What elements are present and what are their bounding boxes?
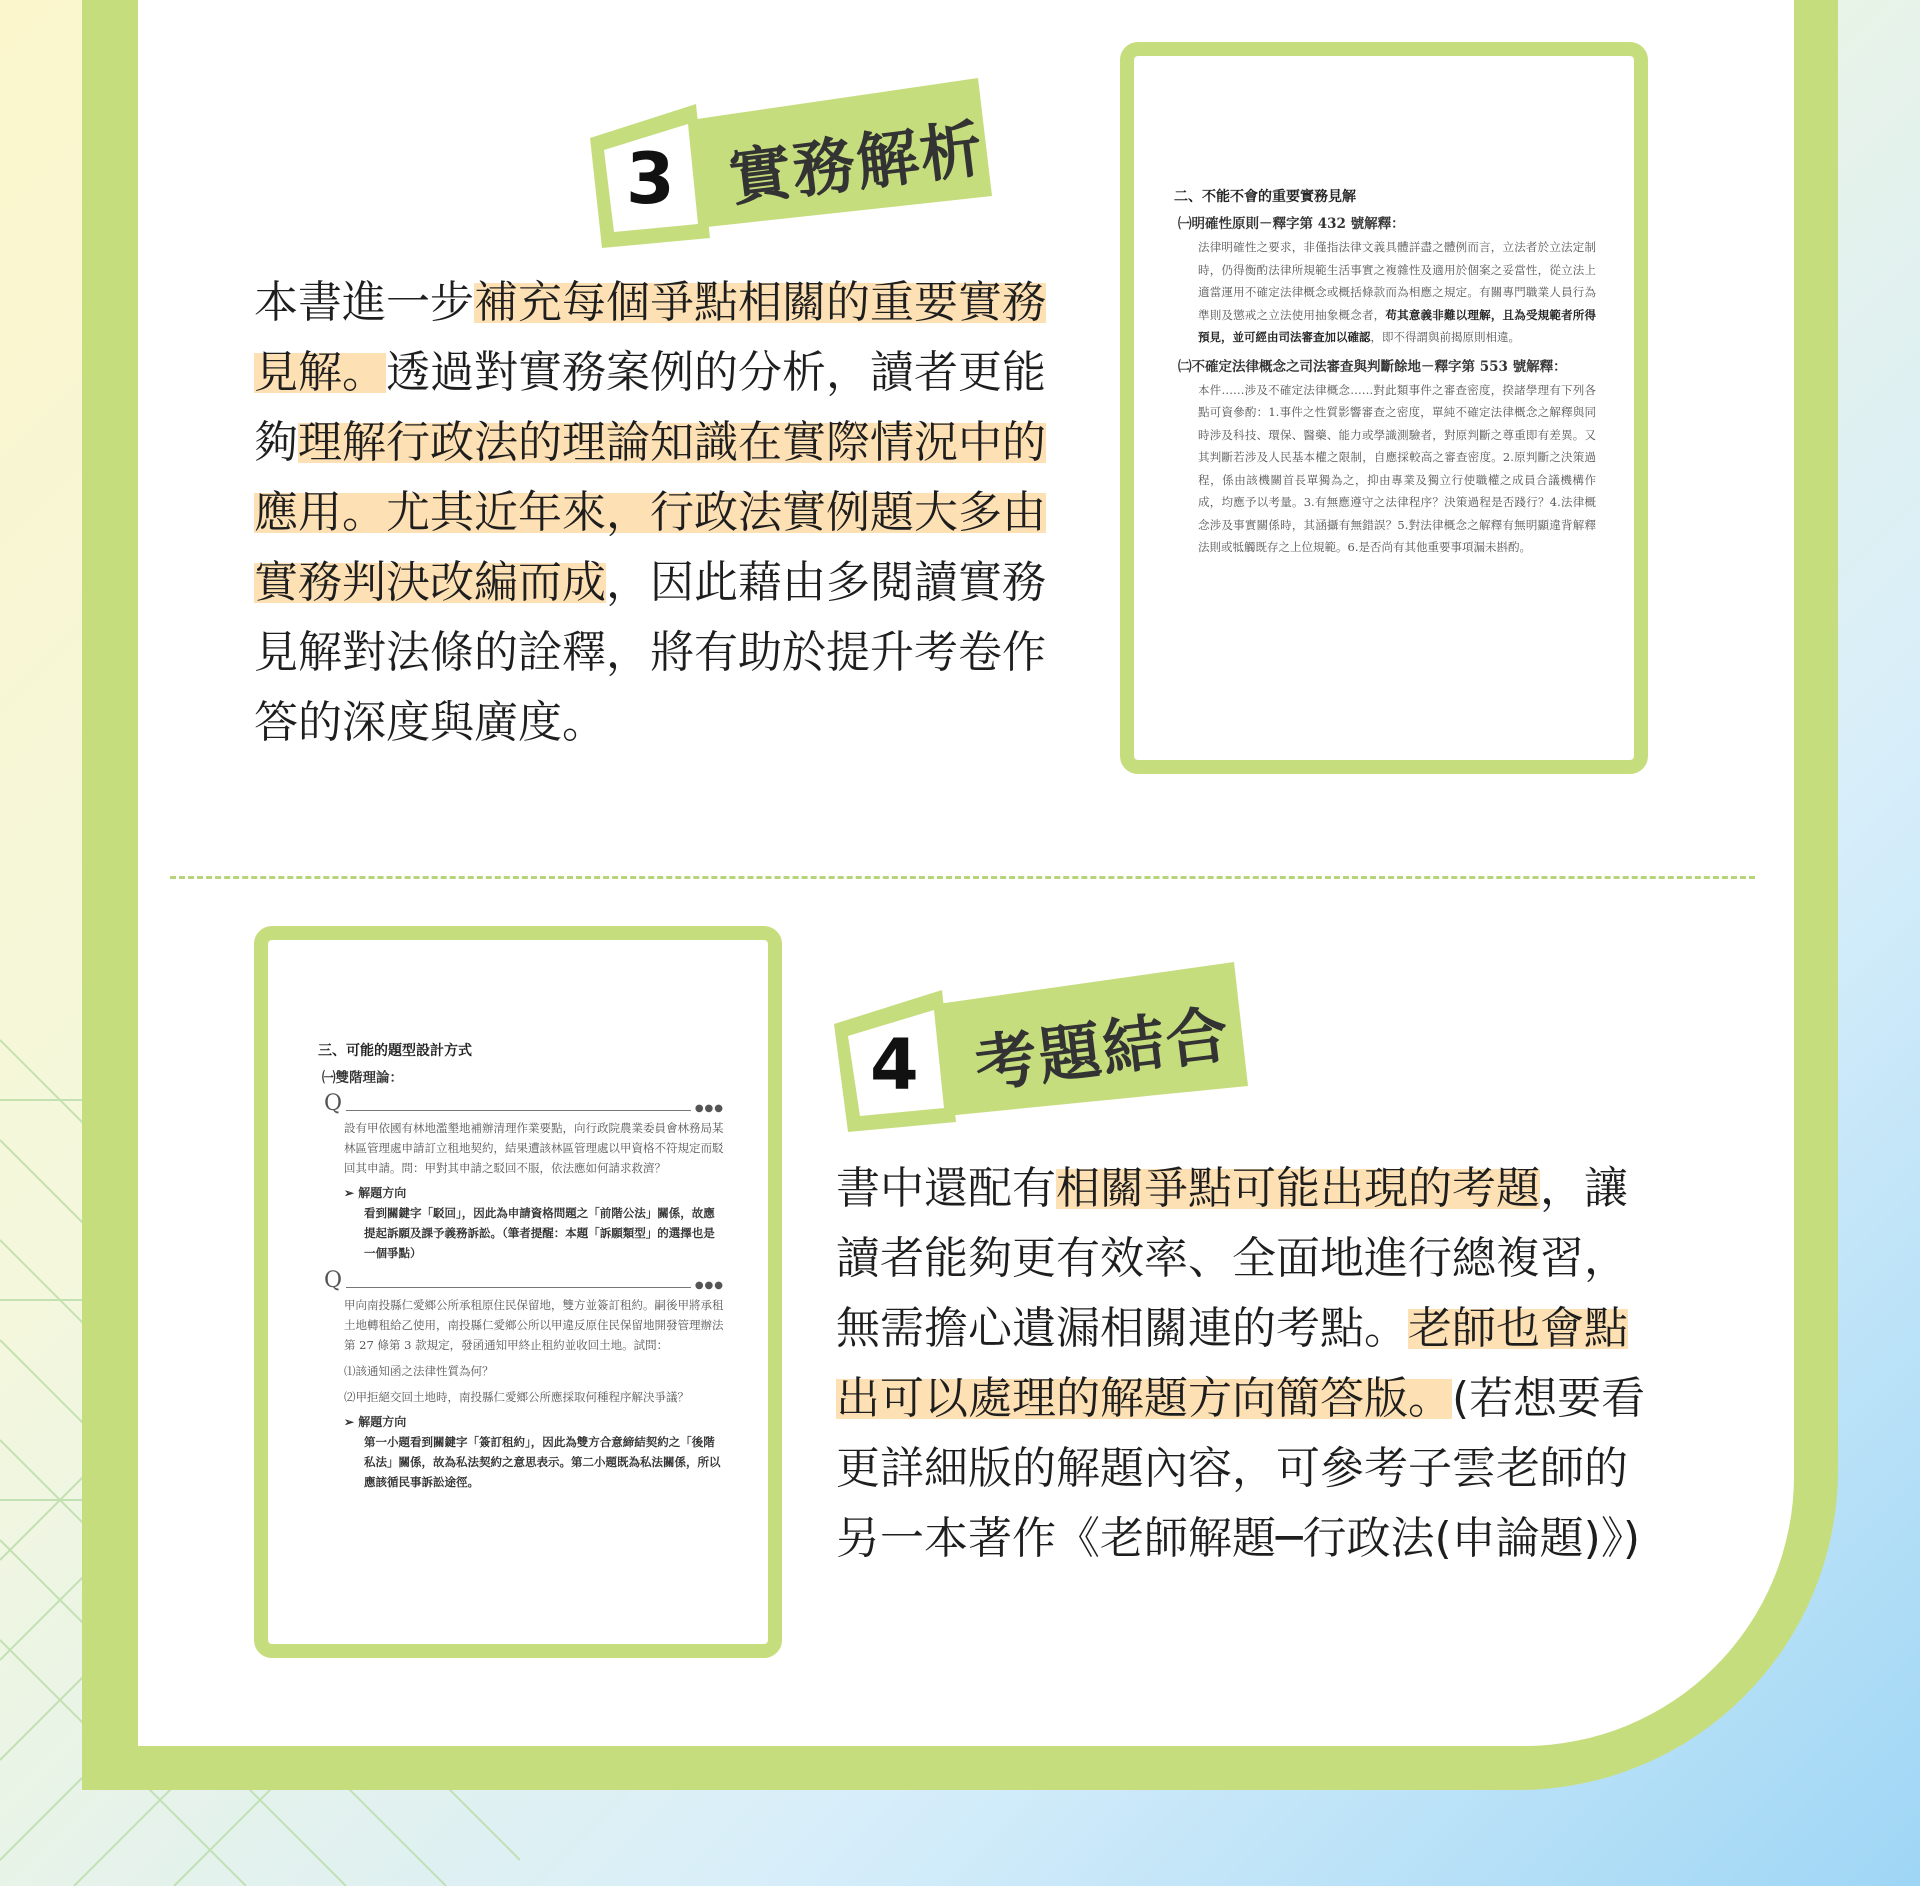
doc-subhead: ㈠雙階理論： bbox=[322, 1070, 403, 1086]
q-icon: Q bbox=[324, 1268, 343, 1293]
text-run: ，讓讀者能夠更有效率、全面地進行總複習，無需擔心遺漏相關連的考點。 bbox=[836, 1163, 1628, 1354]
section-number: 3 bbox=[626, 138, 675, 220]
question-subitem: ⑵甲拒絕交回土地時，南投縣仁愛鄉公所應採取何種程序解決爭議？ bbox=[344, 1390, 689, 1404]
answer-direction-text: 看到關鍵字「駁回」，因此為申請資格問題之「前階公法」關係，故應提起訴願及課予義務訴訟。（筆者提醒：本題「訴願類型」的選擇也是一個爭點） bbox=[364, 1206, 715, 1260]
highlighted-text: 相關爭點可能出現的考題 bbox=[1056, 1163, 1540, 1214]
doc-item-text bbox=[1198, 236, 1596, 349]
text-run: 書中還配有 bbox=[836, 1163, 1056, 1214]
question-subitem: ⑴該通知函之法律性質為何？ bbox=[344, 1364, 494, 1378]
doc-heading: 三、可能的題型設計方式 bbox=[318, 1043, 472, 1059]
q-dots: ●●● bbox=[694, 1280, 724, 1291]
question-marker bbox=[324, 1268, 724, 1293]
q-icon: Q bbox=[324, 1091, 343, 1116]
section-4-paragraph bbox=[836, 1154, 1656, 1574]
section-3-badge bbox=[590, 78, 1010, 248]
section-title: 考題結合 bbox=[971, 997, 1235, 1102]
answer-direction-label: ➢ 解題方向 bbox=[344, 1186, 407, 1200]
highlighted-text: 老師也會點出可以處理的解題方向簡答版。 bbox=[836, 1303, 1628, 1424]
q-rule bbox=[346, 1110, 691, 1111]
section-number: 4 bbox=[870, 1024, 919, 1106]
section-3-paragraph bbox=[254, 268, 1058, 758]
question-marker bbox=[324, 1091, 724, 1116]
doc-heading: 二、不能不會的重要實務見解 bbox=[1174, 189, 1356, 205]
answer-direction-text: 第一小題看到關鍵字「簽訂租約」，因此為雙方合意締結契約之「後階私法」關係，故為私法契約之意思表示。第二小題既為私法關係，所以應該循民事訴訟途徑。 bbox=[364, 1435, 721, 1489]
highlighted-text: 理解行政法的理論知識在實際情況中的應用。尤其近年來，行政法實例題大多由實務判決改編而成 bbox=[254, 417, 1046, 608]
section-divider bbox=[170, 876, 1755, 879]
doc-text-run: ，即不得謂與前揭原則相違。 bbox=[1370, 330, 1520, 344]
doc-item-title: ㈡不確定法律概念之司法審查與判斷餘地－釋字第 553 號解釋： bbox=[1178, 358, 1567, 375]
question-text: 設有甲依國有林地濫墾地補辦清理作業要點，向行政院農業委員會林務局某林區管理處申請訂立租地契約，結果遭該林區管理處以甲資格不符規定而駁回其申請。問：甲對其申請之駁回不服，依法應如何請求救濟？ bbox=[344, 1121, 724, 1175]
text-run: ，因此藉由多閱讀實務見解對法條的詮釋，將有助於提升考卷作答的深度與廣度。 bbox=[254, 557, 1046, 748]
sample-page-practice bbox=[1120, 42, 1648, 774]
sample-page-exam bbox=[254, 926, 782, 1658]
section-4-badge bbox=[834, 962, 1274, 1132]
highlighted-text: 補充每個爭點相關的重要實務見解。 bbox=[254, 277, 1046, 398]
doc-text-run: 法律明確性之要求，非僅指法律文義具體詳盡之體例而言，立法者於立法定制時，仍得衡酌法律所規範生活事實之複雜性及適用於個案之妥當性，從立法上適當運用不確定法律概念或概括條款而為相應之規定。有關專門職業人員行為準則及懲戒之立法使用抽象概念者， bbox=[1198, 240, 1596, 322]
doc-item-text: 本件……涉及不確定法律概念……對此類事件之審查密度，揆諸學理有下列各點可資參酌：1.事件之性質影響審查之密度，單純不確定法律概念之解釋與同時涉及科技、環保、醫藥、能力或學識測驗者，對原判斷之尊重即有差異。又其判斷若涉及人民基本權之限制，自應採較高之審查密度。2.原判斷之決策過程，係由該機關首長單獨為之，抑由專業及獨立行使職權之成員合議機構作成，均應予以考量。3.有無應遵守之法律程序？決策過程是否踐行？4.法律概念涉及事實關係時，其涵攝有無錯誤？5.對法律概念之解釋有無明顯違背解釋法則或牴觸既存之上位規範。6.是否尚有其他重要事項漏未斟酌。 bbox=[1198, 382, 1596, 554]
answer-direction-label: ➢ 解題方向 bbox=[344, 1415, 407, 1429]
text-run: 本書進一步 bbox=[254, 277, 474, 328]
q-rule bbox=[346, 1287, 691, 1288]
doc-item-title: ㈠明確性原則－釋字第 432 號解釋： bbox=[1178, 216, 1405, 232]
doc-bold-run: 苟其意義非難以理解，且為受規範者所得預見，並可經由司法審查加以確認 bbox=[1198, 307, 1597, 344]
text-run: 透過對實務案例的分析，讀者更能夠 bbox=[254, 347, 1046, 468]
section-title: 實務解析 bbox=[725, 111, 989, 216]
question-text: 甲向南投縣仁愛鄉公所承租原住民保留地，雙方並簽訂租約。嗣後甲將承租土地轉租給乙使用，南投縣仁愛鄉公所以甲違反原住民保留地開發管理辦法第 27 條第 3 款規定，發函通知甲終止租約並收回土地。試問： bbox=[344, 1298, 724, 1352]
q-dots: ●●● bbox=[694, 1103, 724, 1114]
text-run: (若想要看更詳細版的解題內容，可參考子雲老師的另一本著作《老師解題─行政法(申論題)》) bbox=[836, 1373, 1646, 1564]
